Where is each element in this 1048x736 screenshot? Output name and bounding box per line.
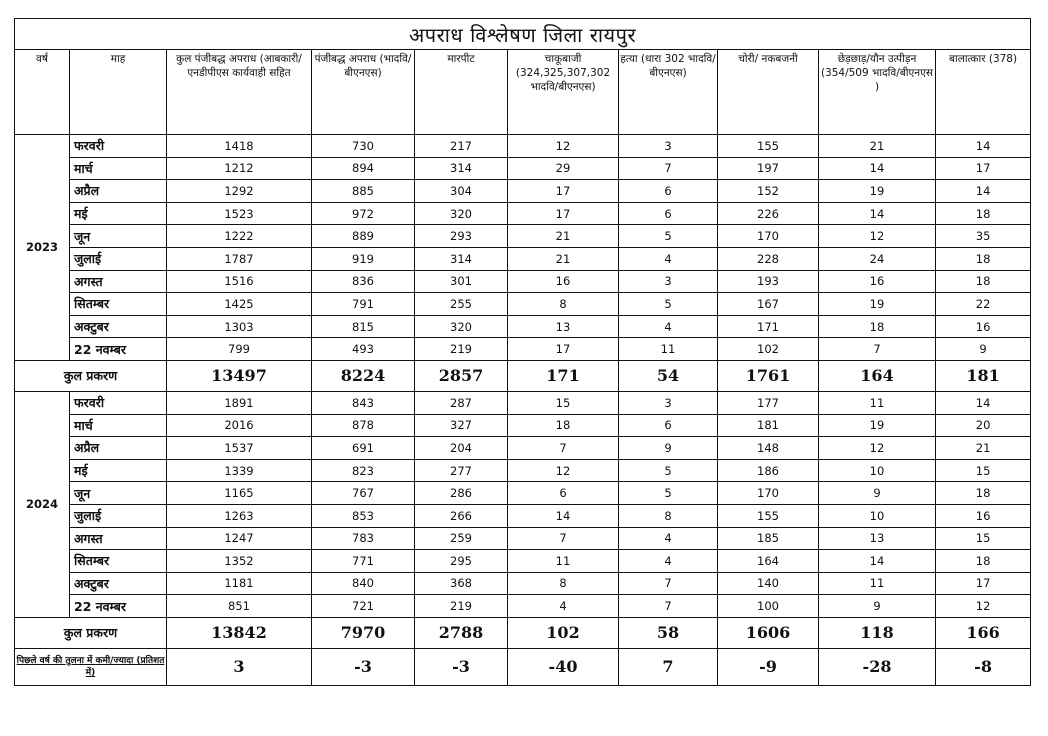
value-cell: 3 xyxy=(619,135,718,158)
value-cell: 7 xyxy=(508,437,619,460)
table-row xyxy=(15,157,1031,180)
total-value-cell: 13497 xyxy=(167,360,312,391)
value-cell: 170 xyxy=(718,225,819,248)
value-cell: 18 xyxy=(936,482,1031,505)
value-cell: 9 xyxy=(819,595,936,618)
value-cell: 18 xyxy=(936,202,1031,225)
table-row xyxy=(15,482,1031,505)
total-row xyxy=(15,617,1031,648)
value-cell: 193 xyxy=(718,270,819,293)
value-cell: 140 xyxy=(718,572,819,595)
total-value-cell: 2788 xyxy=(415,617,508,648)
value-cell: 17 xyxy=(508,202,619,225)
table-row xyxy=(15,247,1031,270)
header-registered-crime: पंजीबद्ध अपराध (भादवि/ बीएनएस) xyxy=(312,50,415,135)
value-cell: 21 xyxy=(936,437,1031,460)
value-cell: 4 xyxy=(619,247,718,270)
value-cell: 13 xyxy=(508,315,619,338)
month-cell: जून xyxy=(70,482,167,505)
value-cell: 20 xyxy=(936,414,1031,437)
header-total-registered: कुल पंजीबद्ध अपराध (आबकारी/ एनडीपीएस कार्यवाही सहित xyxy=(167,50,312,135)
month-cell: अगस्त xyxy=(70,527,167,550)
value-cell: 259 xyxy=(415,527,508,550)
value-cell: 255 xyxy=(415,293,508,316)
value-cell: 823 xyxy=(312,459,415,482)
value-cell: 14 xyxy=(936,135,1031,158)
value-cell: 14 xyxy=(819,157,936,180)
month-cell: मार्च xyxy=(70,414,167,437)
total-value-cell: 58 xyxy=(619,617,718,648)
value-cell: 19 xyxy=(819,180,936,203)
value-cell: 878 xyxy=(312,414,415,437)
value-cell: 304 xyxy=(415,180,508,203)
value-cell: 164 xyxy=(718,550,819,573)
value-cell: 6 xyxy=(619,414,718,437)
value-cell: 836 xyxy=(312,270,415,293)
value-cell: 1165 xyxy=(167,482,312,505)
value-cell: 1787 xyxy=(167,247,312,270)
value-cell: 1247 xyxy=(167,527,312,550)
header-assault: मारपीट xyxy=(415,50,508,135)
total-value-cell: 13842 xyxy=(167,617,312,648)
value-cell: 14 xyxy=(936,180,1031,203)
total-value-cell: 166 xyxy=(936,617,1031,648)
value-cell: 204 xyxy=(415,437,508,460)
table-row xyxy=(15,202,1031,225)
value-cell: 35 xyxy=(936,225,1031,248)
total-value-cell: 2857 xyxy=(415,360,508,391)
value-cell: 919 xyxy=(312,247,415,270)
comparison-value-cell: 3 xyxy=(167,648,312,685)
table-row xyxy=(15,550,1031,573)
value-cell: 100 xyxy=(718,595,819,618)
header-stabbing: चाकूबाजी (324,325,307,302 भादवि/बीएनएस) xyxy=(508,50,619,135)
value-cell: 4 xyxy=(619,315,718,338)
value-cell: 15 xyxy=(936,459,1031,482)
value-cell: 327 xyxy=(415,414,508,437)
value-cell: 286 xyxy=(415,482,508,505)
crime-analysis-sheet xyxy=(14,18,1030,686)
value-cell: 21 xyxy=(508,225,619,248)
header-murder: हत्या (धारा 302 भादवि/बीएनएस) xyxy=(619,50,718,135)
value-cell: 293 xyxy=(415,225,508,248)
total-value-cell: 118 xyxy=(819,617,936,648)
total-row xyxy=(15,360,1031,391)
month-cell: जुलाई xyxy=(70,504,167,527)
value-cell: 9 xyxy=(819,482,936,505)
table-row xyxy=(15,135,1031,158)
month-cell: मई xyxy=(70,459,167,482)
comparison-value-cell: -8 xyxy=(936,648,1031,685)
value-cell: 21 xyxy=(508,247,619,270)
value-cell: 19 xyxy=(819,293,936,316)
value-cell: 18 xyxy=(936,270,1031,293)
value-cell: 228 xyxy=(718,247,819,270)
header-harassment: छेड़छाड़/यौन उत्पीड़न (354/509 भादवि/बीएनएस ) xyxy=(819,50,936,135)
total-label: कुल प्रकरण xyxy=(15,617,167,648)
value-cell: 16 xyxy=(819,270,936,293)
value-cell: 19 xyxy=(819,414,936,437)
value-cell: 885 xyxy=(312,180,415,203)
table-row xyxy=(15,504,1031,527)
value-cell: 851 xyxy=(167,595,312,618)
value-cell: 287 xyxy=(415,391,508,414)
table-row xyxy=(15,270,1031,293)
value-cell: 493 xyxy=(312,338,415,361)
table-row xyxy=(15,180,1031,203)
value-cell: 295 xyxy=(415,550,508,573)
month-cell: 22 नवम्बर xyxy=(70,595,167,618)
comparison-row xyxy=(15,648,1031,685)
value-cell: 3 xyxy=(619,391,718,414)
value-cell: 2016 xyxy=(167,414,312,437)
value-cell: 16 xyxy=(508,270,619,293)
table-row xyxy=(15,527,1031,550)
value-cell: 8 xyxy=(508,572,619,595)
crime-table xyxy=(14,18,1031,686)
total-value-cell: 1606 xyxy=(718,617,819,648)
value-cell: 3 xyxy=(619,270,718,293)
value-cell: 18 xyxy=(819,315,936,338)
value-cell: 1418 xyxy=(167,135,312,158)
total-value-cell: 1761 xyxy=(718,360,819,391)
value-cell: 16 xyxy=(936,315,1031,338)
value-cell: 1303 xyxy=(167,315,312,338)
value-cell: 767 xyxy=(312,482,415,505)
value-cell: 799 xyxy=(167,338,312,361)
value-cell: 6 xyxy=(508,482,619,505)
value-cell: 18 xyxy=(508,414,619,437)
header-theft-burglary: चोरी/ नकबजनी xyxy=(718,50,819,135)
value-cell: 1222 xyxy=(167,225,312,248)
value-cell: 102 xyxy=(718,338,819,361)
comparison-value-cell: 7 xyxy=(619,648,718,685)
value-cell: 17 xyxy=(508,338,619,361)
value-cell: 177 xyxy=(718,391,819,414)
value-cell: 18 xyxy=(936,550,1031,573)
table-row xyxy=(15,338,1031,361)
month-cell: सितम्बर xyxy=(70,293,167,316)
total-label: कुल प्रकरण xyxy=(15,360,167,391)
page-title: अपराध विश्लेषण जिला रायपुर xyxy=(15,19,1031,50)
comparison-value-cell: -3 xyxy=(415,648,508,685)
total-value-cell: 171 xyxy=(508,360,619,391)
value-cell: 1352 xyxy=(167,550,312,573)
month-cell: अक्टुबर xyxy=(70,315,167,338)
value-cell: 4 xyxy=(619,527,718,550)
comparison-value-cell: -9 xyxy=(718,648,819,685)
value-cell: 314 xyxy=(415,157,508,180)
value-cell: 24 xyxy=(819,247,936,270)
table-row xyxy=(15,572,1031,595)
month-cell: अक्टुबर xyxy=(70,572,167,595)
value-cell: 21 xyxy=(819,135,936,158)
table-row xyxy=(15,459,1031,482)
value-cell: 1212 xyxy=(167,157,312,180)
value-cell: 320 xyxy=(415,202,508,225)
value-cell: 9 xyxy=(936,338,1031,361)
value-cell: 155 xyxy=(718,135,819,158)
value-cell: 152 xyxy=(718,180,819,203)
month-cell: सितम्बर xyxy=(70,550,167,573)
comparison-label: पिछले वर्ष की तुलना में कमी/ज्यादा (प्रतिशत में) xyxy=(15,648,167,685)
value-cell: 1537 xyxy=(167,437,312,460)
value-cell: 12 xyxy=(508,459,619,482)
month-cell: अगस्त xyxy=(70,270,167,293)
value-cell: 771 xyxy=(312,550,415,573)
value-cell: 18 xyxy=(936,247,1031,270)
value-cell: 186 xyxy=(718,459,819,482)
value-cell: 148 xyxy=(718,437,819,460)
value-cell: 11 xyxy=(819,572,936,595)
value-cell: 12 xyxy=(819,225,936,248)
value-cell: 7 xyxy=(619,595,718,618)
table-body xyxy=(15,135,1031,686)
value-cell: 1425 xyxy=(167,293,312,316)
month-cell: फरवरी xyxy=(70,135,167,158)
value-cell: 301 xyxy=(415,270,508,293)
value-cell: 5 xyxy=(619,482,718,505)
value-cell: 10 xyxy=(819,504,936,527)
value-cell: 181 xyxy=(718,414,819,437)
value-cell: 7 xyxy=(508,527,619,550)
value-cell: 1516 xyxy=(167,270,312,293)
value-cell: 1339 xyxy=(167,459,312,482)
value-cell: 219 xyxy=(415,595,508,618)
value-cell: 17 xyxy=(936,157,1031,180)
month-cell: अप्रैल xyxy=(70,437,167,460)
value-cell: 1292 xyxy=(167,180,312,203)
value-cell: 889 xyxy=(312,225,415,248)
value-cell: 1263 xyxy=(167,504,312,527)
value-cell: 197 xyxy=(718,157,819,180)
value-cell: 840 xyxy=(312,572,415,595)
value-cell: 5 xyxy=(619,293,718,316)
value-cell: 277 xyxy=(415,459,508,482)
value-cell: 730 xyxy=(312,135,415,158)
value-cell: 320 xyxy=(415,315,508,338)
value-cell: 9 xyxy=(619,437,718,460)
year-cell: 2023 xyxy=(15,135,70,361)
value-cell: 217 xyxy=(415,135,508,158)
comparison-value-cell: -40 xyxy=(508,648,619,685)
total-value-cell: 102 xyxy=(508,617,619,648)
table-row xyxy=(15,293,1031,316)
value-cell: 22 xyxy=(936,293,1031,316)
total-value-cell: 164 xyxy=(819,360,936,391)
value-cell: 1523 xyxy=(167,202,312,225)
table-row xyxy=(15,595,1031,618)
value-cell: 11 xyxy=(619,338,718,361)
value-cell: 6 xyxy=(619,202,718,225)
value-cell: 8 xyxy=(508,293,619,316)
value-cell: 1891 xyxy=(167,391,312,414)
value-cell: 5 xyxy=(619,459,718,482)
value-cell: 4 xyxy=(508,595,619,618)
value-cell: 721 xyxy=(312,595,415,618)
value-cell: 853 xyxy=(312,504,415,527)
month-cell: जून xyxy=(70,225,167,248)
value-cell: 6 xyxy=(619,180,718,203)
value-cell: 17 xyxy=(936,572,1031,595)
value-cell: 368 xyxy=(415,572,508,595)
total-value-cell: 181 xyxy=(936,360,1031,391)
month-cell: मई xyxy=(70,202,167,225)
value-cell: 314 xyxy=(415,247,508,270)
value-cell: 5 xyxy=(619,225,718,248)
table-row xyxy=(15,437,1031,460)
value-cell: 15 xyxy=(936,527,1031,550)
value-cell: 815 xyxy=(312,315,415,338)
value-cell: 14 xyxy=(508,504,619,527)
total-value-cell: 8224 xyxy=(312,360,415,391)
value-cell: 783 xyxy=(312,527,415,550)
value-cell: 171 xyxy=(718,315,819,338)
value-cell: 972 xyxy=(312,202,415,225)
total-value-cell: 7970 xyxy=(312,617,415,648)
value-cell: 16 xyxy=(936,504,1031,527)
value-cell: 266 xyxy=(415,504,508,527)
header-rape: बालात्कार (378) xyxy=(936,50,1031,135)
value-cell: 4 xyxy=(619,550,718,573)
value-cell: 791 xyxy=(312,293,415,316)
value-cell: 11 xyxy=(819,391,936,414)
month-cell: जुलाई xyxy=(70,247,167,270)
table-row xyxy=(15,391,1031,414)
value-cell: 1181 xyxy=(167,572,312,595)
value-cell: 155 xyxy=(718,504,819,527)
month-cell: अप्रैल xyxy=(70,180,167,203)
value-cell: 8 xyxy=(619,504,718,527)
value-cell: 7 xyxy=(619,572,718,595)
month-cell: फरवरी xyxy=(70,391,167,414)
value-cell: 13 xyxy=(819,527,936,550)
comparison-value-cell: -28 xyxy=(819,648,936,685)
value-cell: 29 xyxy=(508,157,619,180)
value-cell: 7 xyxy=(619,157,718,180)
value-cell: 12 xyxy=(936,595,1031,618)
table-row xyxy=(15,225,1031,248)
value-cell: 167 xyxy=(718,293,819,316)
value-cell: 12 xyxy=(819,437,936,460)
value-cell: 10 xyxy=(819,459,936,482)
table-row xyxy=(15,315,1031,338)
value-cell: 14 xyxy=(819,202,936,225)
value-cell: 12 xyxy=(508,135,619,158)
value-cell: 226 xyxy=(718,202,819,225)
total-value-cell: 54 xyxy=(619,360,718,391)
comparison-value-cell: -3 xyxy=(312,648,415,685)
year-cell: 2024 xyxy=(15,391,70,617)
value-cell: 14 xyxy=(936,391,1031,414)
value-cell: 14 xyxy=(819,550,936,573)
month-cell: मार्च xyxy=(70,157,167,180)
value-cell: 894 xyxy=(312,157,415,180)
value-cell: 185 xyxy=(718,527,819,550)
value-cell: 11 xyxy=(508,550,619,573)
value-cell: 15 xyxy=(508,391,619,414)
value-cell: 170 xyxy=(718,482,819,505)
header-year: वर्ष xyxy=(15,50,70,135)
header-month: माह xyxy=(70,50,167,135)
value-cell: 219 xyxy=(415,338,508,361)
month-cell: 22 नवम्बर xyxy=(70,338,167,361)
value-cell: 691 xyxy=(312,437,415,460)
value-cell: 7 xyxy=(819,338,936,361)
value-cell: 843 xyxy=(312,391,415,414)
table-row xyxy=(15,414,1031,437)
value-cell: 17 xyxy=(508,180,619,203)
